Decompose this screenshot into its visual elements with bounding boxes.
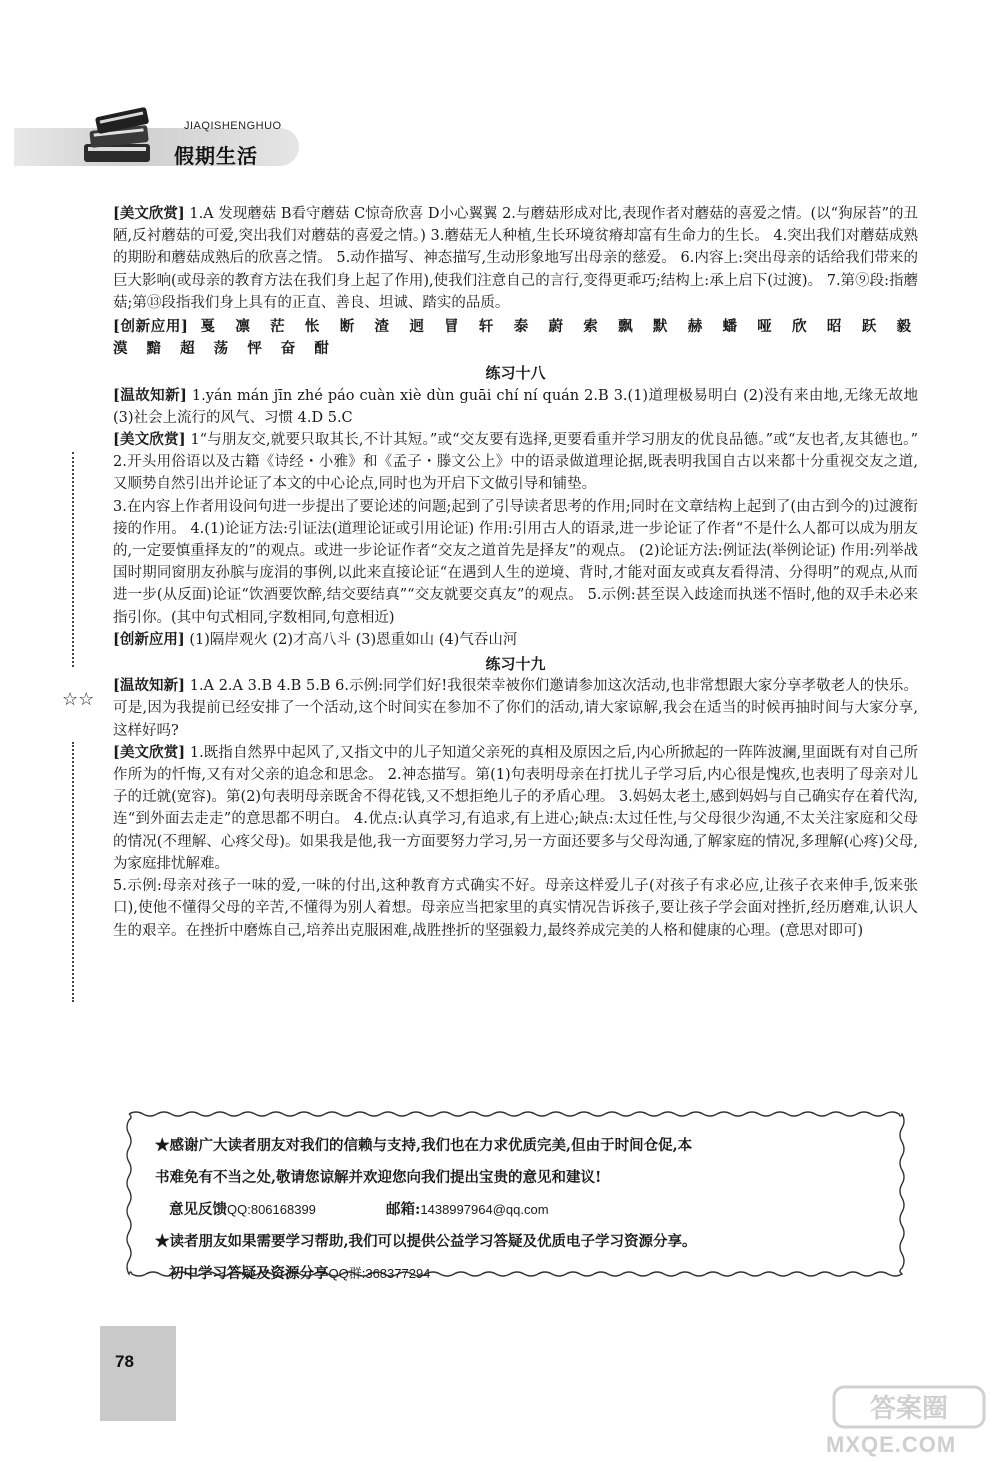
side-stars: ☆☆ [62,689,95,710]
answer-text: 1.既指自然界中起风了,又指文中的儿子知道父亲死的真相及原因之后,内心所掀起的一阵阵波澜,里面既有对自己所作所为的忏悔,又有对父亲的追念和思念。 2.神态描写。第(1)句表明母亲在打扰儿子学习后,内心很是愧疚,也表明了母亲对儿子的迁就(宽容)。第(2)句表明母亲既舍不得花钱,又不想拒绝儿子的矛盾心理。 3.妈妈太老土,感到妈妈与自己确实存在着代沟,连“到外面去走走”的意思都不明白。 4.优点:认真学习,有追求,有上进心;缺点:太过任性,与父母很少沟通,不太关注家庭和父母的情况(不理解、心疼父母)。如果我是他,我一方面要努力学习,另一方面还要多与父母沟通,了解家庭的情况,多理解(心疼)父母,为家庭排忧解难。 [113,744,918,872]
reader-notice-box [123,1108,908,1280]
watermark-url: MXQE.COM [826,1432,957,1457]
section-tag: [美文欣赏] [113,205,185,222]
email-label: 邮箱: [386,1201,421,1218]
section19-meiwen-cont: 5.示例:母亲对孩子一味的爱,一味的付出,这种教育方式确实不好。母亲这样爱儿子(对孩子有求必应,让孩子衣来伸手,饭来张口),使他不懂得父母的辛苦,不懂得为别人着想。母亲应当把家里的真实情况告诉孩子,要让孩子学会面对挫折,经历磨难,认识人生的艰辛。在挫折中磨炼自己,培养出克服困难,战胜挫折的坚强毅力,最终养成完美的人格和健康的心理。(意思对即可) [113,878,918,939]
feedback-label: 意见反馈 [169,1201,227,1218]
section19-heading: 练习十九 [485,655,546,674]
section17-meiwen [113,203,918,314]
section-tag: [创新应用] [113,318,188,336]
section18-heading: 练习十八 [485,364,546,383]
notice-line-4: ★读者朋友如果需要学习帮助,我们可以提供公益学习答疑及优质电子学习资源分享。 [155,1233,697,1250]
group-label: 初中学习答疑及资源分享 [169,1265,329,1282]
section-tag: [温故知新] [113,386,187,404]
section-tag: [温故知新] [113,677,186,695]
page-number: 78 [115,1352,134,1371]
page-number-box [100,1326,176,1421]
page-header [14,100,304,180]
answer-text: 1.yán mán jīn zhé páo cuàn xiè dùn guāi chí ní quán 2.B 3.(1)道理极易明白 (2)没有来由地,无缘无故地 (3)社会上流行的风气、习惯 4.D 5.C [113,387,918,426]
notice-line-1: ★感谢广大读者朋友对我们的信赖与支持,我们也在力求优质完美,但由于时间仓促,本 [155,1137,693,1154]
section19-wengu [113,675,918,742]
notice-text [155,1134,895,1294]
answer-text: (1)隔岸观火 (2)才高八斗 (3)恩重如山 (4)气吞山河 [184,631,518,648]
notice-contact [155,1198,895,1222]
books-icon [80,106,158,168]
section18-chuangxin [113,629,918,651]
feedback-qq: QQ:806168399 [227,1202,316,1217]
side-dotted-line-top [72,452,76,667]
notice-group [155,1262,895,1286]
answer-text: 戛 凛 茫 怅 断 渣 迥 冒 轩 泰 蔚 索 飘 默 赫 蟠 哑 欣 昭 跃 毅 漠 黯 超 荡 怦 奋 酣 [113,318,918,358]
header-pinyin: JIAQISHENGHUO [184,120,282,132]
section-tag: [美文欣赏] [113,743,186,761]
section-tag: [创新应用] [113,630,185,648]
header-title: 假期生活 [174,146,258,168]
section18-wengu [113,385,918,429]
group-qq: QQ群:368377294 [328,1266,431,1281]
answer-content [113,203,918,942]
email-address: 1438997964@qq.com [420,1202,549,1217]
section-tag: [美文欣赏] [113,431,186,449]
side-dotted-line-bottom [72,742,76,1002]
section17-chuangxin [113,316,918,360]
section19-meiwen [113,742,918,875]
notice-line-2: 书难免有不当之处,敬请您谅解并欢迎您向我们提出宝贵的意见和建议! [155,1169,602,1186]
answer-text: 1“与朋友交,就要只取其长,不计其短。”或“交友要有选择,更要看重并学习朋友的优良品德。”或“友也者,友其德也。” 2.开头用俗语以及古籍《诗经・小雅》和《孟子・滕文公上》中的语录做道理论据,既表明我国自古以来都十分重视交友之道,又顺势自然引出并论证了本文的中心论点,同时也为开启下文做引导和铺垫。 [113,432,918,493]
answer-text: 1.A 发现蘑菇 B看守蘑菇 C惊奇欣喜 D小心翼翼 2.与蘑菇形成对比,表现作者对蘑菇的喜爱之情。(以“狗尿苔”的丑陋,反衬蘑菇的可爱,突出我们对蘑菇的喜爱之情。) 3.蘑菇无人种植,生长环境贫瘠却富有生命力的生长。 4.突出我们对蘑菇成熟的期盼和蘑菇成熟后的欣喜之情。 5.动作描写、神态描写,生动形象地写出母亲的慈爱。 6.内容上:突出母亲的话给我们带来的巨大影响(或母亲的教育方法在我们身上起了作用),使我们注意自己的言行,变得更乖巧;结构上:承上启下(过渡)。 7.第⑨段:指蘑菇;第⑬段指我们身上具有的正直、善良、坦诚、踏实的品质。 [113,206,918,311]
watermark-logo-text: 答案圈 [869,1394,949,1424]
answer-text: 1.A 2.A 3.B 4.B 5.B 6.示例:同学们好!我很荣幸被你们邀请参加这次活动,也非常想跟大家分享孝敬老人的快乐。可是,因为我提前已经安排了一个活动,这个时间实在参加不了你们的活动,请大家谅解,我会在适当的时候再抽时间与大家分享,这样好吗? [113,678,918,739]
section18-meiwen [113,429,918,496]
section18-meiwen-cont: 3.在内容上作者用设问句进一步提出了要论述的问题;起到了引导读者思考的作用;同时在文章结构上起到了(由古到今的)过渡衔接的作用。 4.(1)论证方法:引证法(道理论证或引用论证) 作用:引用古人的语录,进一步论证了作者“不是什么人都可以成为朋友的,一定要慎重择友的”的观点。或进一步论证作者“交友之道首先是择友”的观点。 (2)论证方法:例证法(举例论证) 作用:列举战国时期同窗朋友孙膑与庞涓的事例,以此来直接论证“在遇到人生的逆境、背时,才能对面友或真友看得清、分得明”的观点,从而进一步(从反面)论证“饮酒要饮醉,结交要结真”“交友就要交真友”的观点。 5.示例:甚至误入歧途而执迷不悟时,他的双手未必来指引你。(其中句式相同,字数相同,句意相近) [113,498,918,626]
